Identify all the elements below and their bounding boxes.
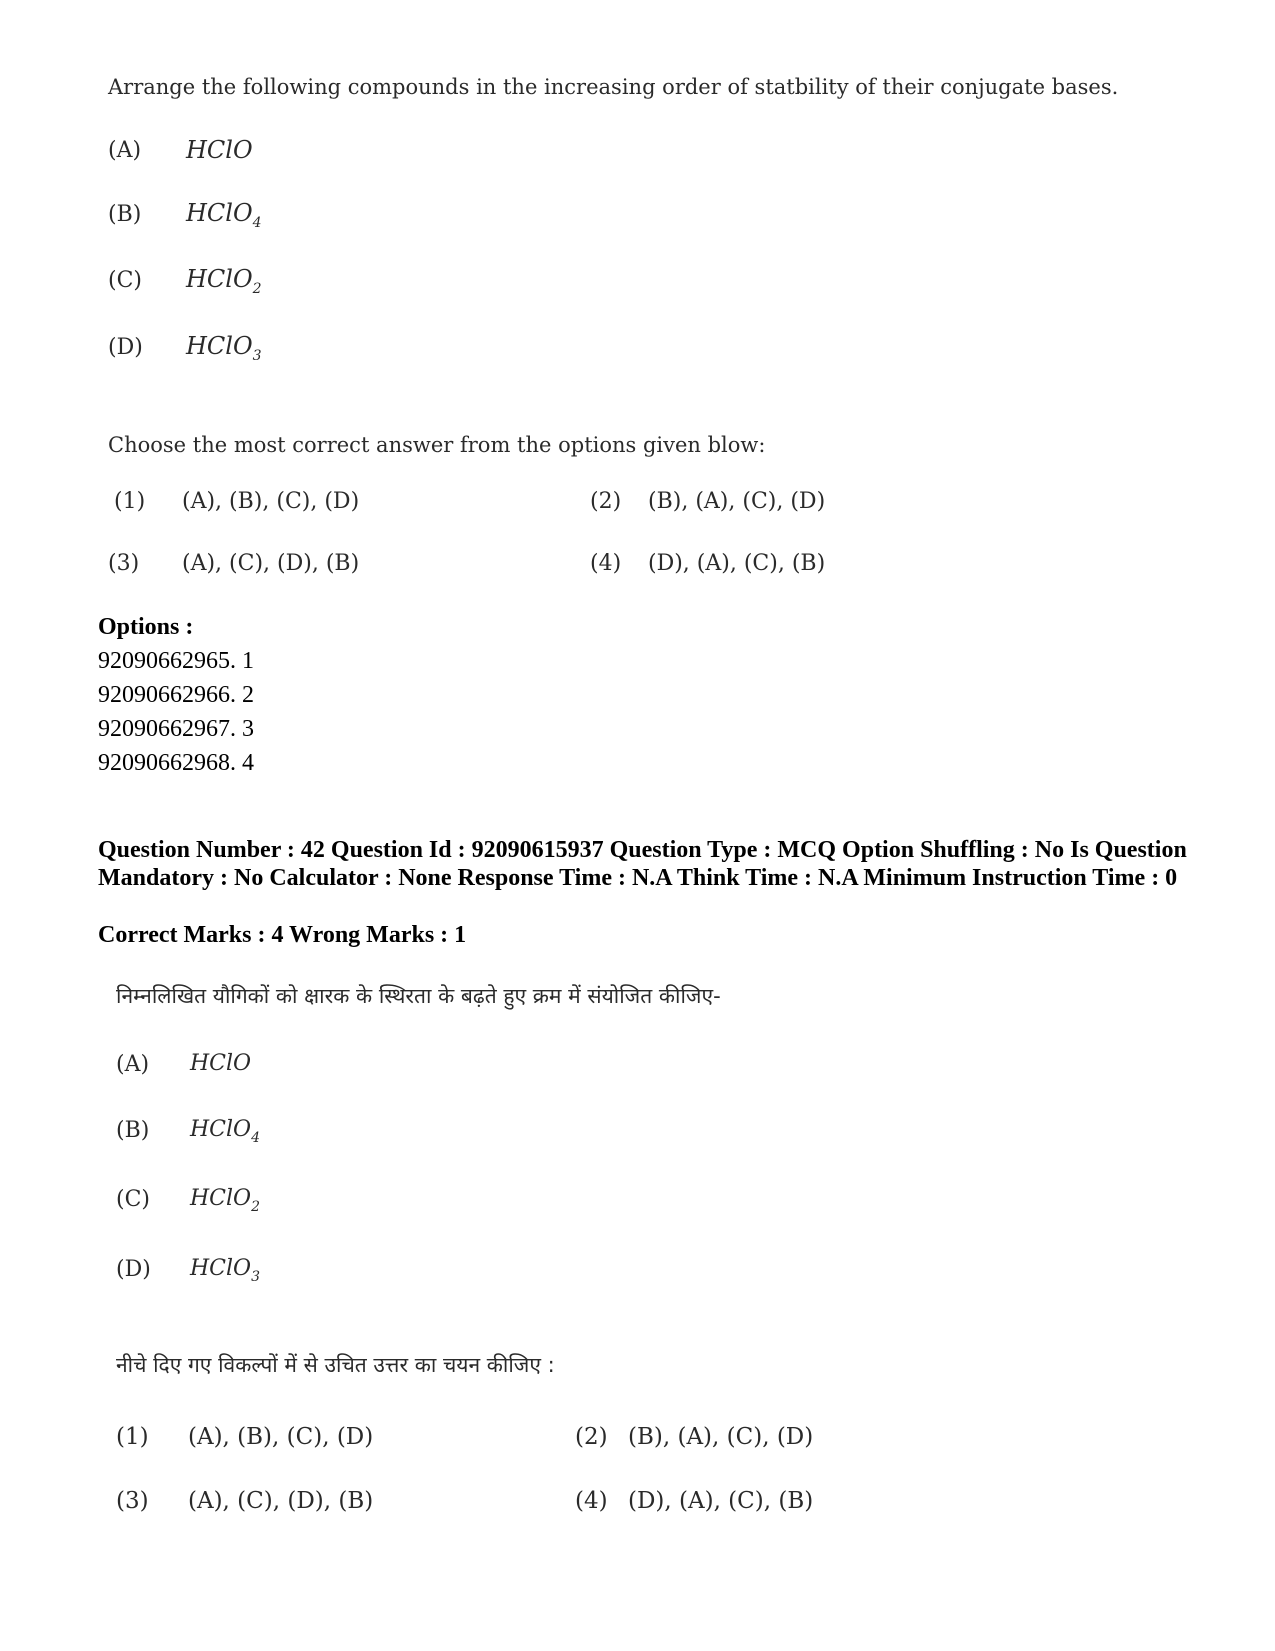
compound-formula: HClO$_4$ [190, 1117, 261, 1146]
answer-text: (A), (B), (C), (D) [182, 489, 360, 514]
question-text: Arrange the following compounds in the increasing order of statbility of their conjugate bases. [108, 75, 1119, 99]
answer-text: (A), (B), (C), (D) [188, 1424, 374, 1450]
compound-formula: HClO$_2$ [186, 265, 262, 297]
question-marks: Correct Marks : 4 Wrong Marks : 1 [98, 922, 467, 948]
answer-number: (1) [116, 1424, 149, 1450]
answer-number: (4) [590, 551, 622, 576]
compound-formula: HClO [190, 1051, 252, 1076]
answer-number: (1) [114, 489, 146, 514]
compound-formula: HClO$_3$ [186, 332, 262, 364]
compound-formula: HClO$_3$ [190, 1256, 261, 1285]
compound-label: (D) [116, 1257, 151, 1282]
compound-formula: HClO$_4$ [186, 199, 262, 231]
compound-label: (A) [108, 138, 142, 163]
option-item: 92090662965. 1 [98, 648, 254, 674]
option-item: 92090662968. 4 [98, 750, 254, 776]
answer-text: (A), (C), (D), (B) [182, 551, 360, 576]
options-heading: Options : [98, 614, 194, 640]
compound-label: (B) [116, 1118, 150, 1143]
answer-text: (B), (A), (C), (D) [648, 489, 826, 514]
compound-label: (B) [108, 202, 142, 227]
option-item: 92090662966. 2 [98, 682, 254, 708]
compound-label: (D) [108, 335, 143, 360]
compound-formula: HClO$_2$ [190, 1186, 261, 1215]
answer-text: (D), (A), (C), (B) [648, 551, 826, 576]
option-item: 92090662967. 3 [98, 716, 254, 742]
choose-instruction: Choose the most correct answer from the options given blow: [108, 433, 766, 457]
question-meta: Question Number : 42 Question Id : 92090615937 Question Type : MCQ Option Shuffling : No Is Question Mandatory : No Calculator : None Response Time : N.A Think Time : N.A Minimum Instruction Time : 0 [98, 837, 1187, 891]
answer-number: (3) [108, 551, 140, 576]
compound-formula: HClO [186, 136, 253, 164]
question-text-hindi: निम्नलिखित यौगिकों को क्षारक के स्थिरता के बढ़ते हुए क्रम में संयोजित कीजिए- [116, 984, 721, 1008]
compound-label: (C) [116, 1187, 150, 1212]
answer-number: (2) [575, 1424, 608, 1450]
answer-text: (D), (A), (C), (B) [628, 1488, 814, 1514]
compound-label: (A) [116, 1052, 150, 1077]
answer-text: (A), (C), (D), (B) [188, 1488, 374, 1514]
answer-number: (3) [116, 1488, 149, 1514]
choose-instruction-hindi: नीचे दिए गए विकल्पों में से उचित उत्तर का चयन कीजिए : [116, 1353, 555, 1377]
answer-number: (2) [590, 489, 622, 514]
compound-label: (C) [108, 268, 142, 293]
answer-text: (B), (A), (C), (D) [628, 1424, 814, 1450]
answer-number: (4) [575, 1488, 608, 1514]
